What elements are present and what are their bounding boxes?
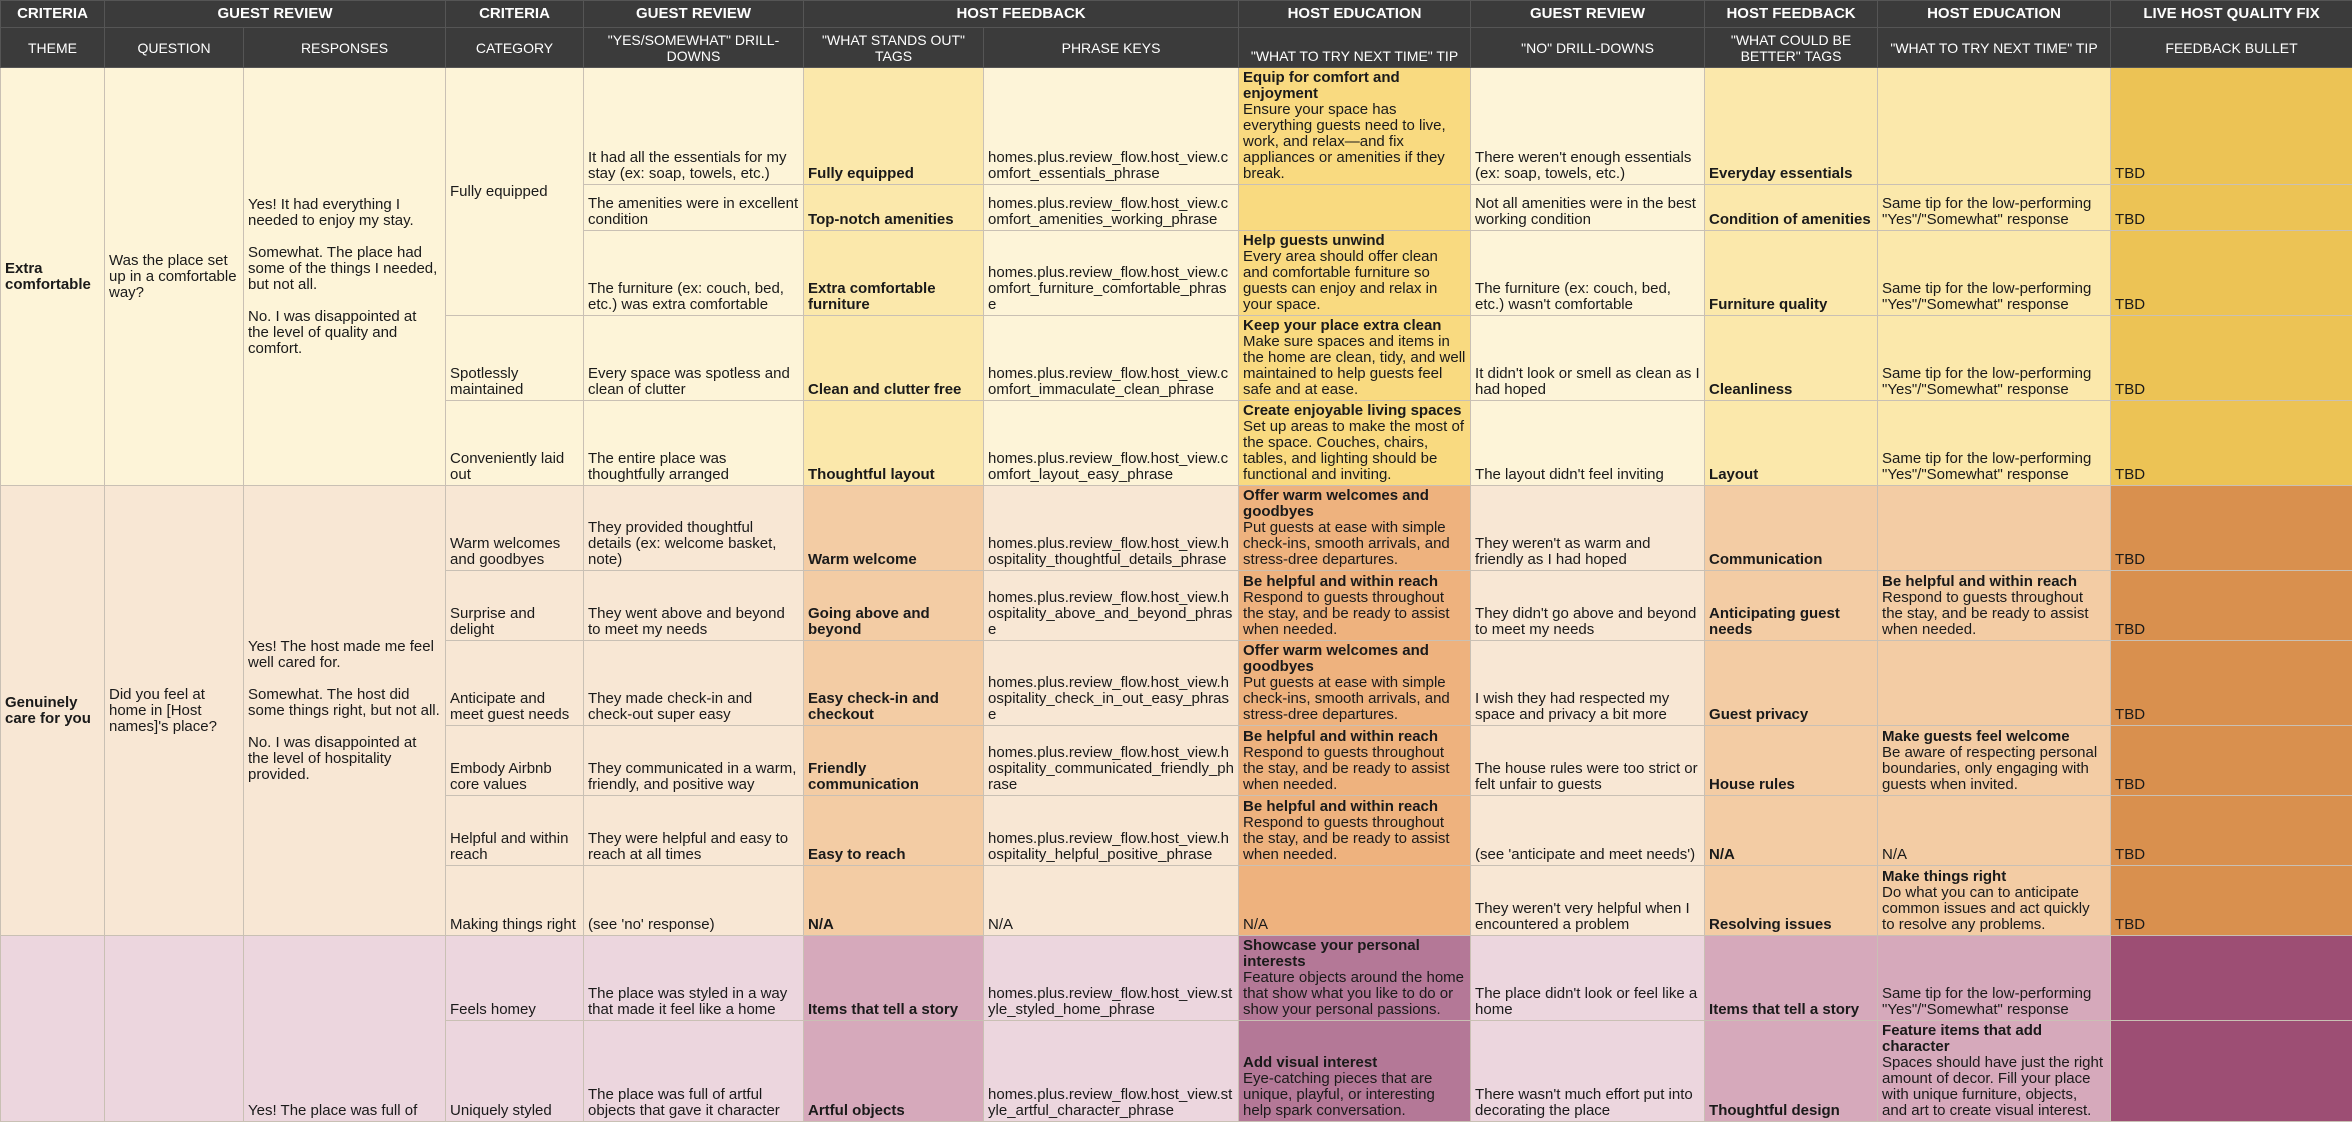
no-drilldown-cell[interactable]: I wish they had respected my space and privacy a bit more bbox=[1471, 641, 1705, 726]
tip-body: Put guests at ease with simple check-ins, smooth arrivals, and stress-dree departures. bbox=[1243, 674, 1450, 723]
yes-drilldown-cell[interactable]: The amenities were in excellent condition bbox=[584, 185, 804, 231]
stands-out-tag-cell[interactable]: Fully equipped bbox=[804, 68, 984, 185]
tip2-cell[interactable] bbox=[1878, 796, 2111, 866]
tip2-cell[interactable] bbox=[1878, 726, 2111, 796]
tip-body: Do what you can to anticipate common issues and act quickly to resolve any problems. bbox=[1882, 884, 2090, 933]
category-cell[interactable]: Making things right bbox=[446, 866, 584, 936]
header-criteria[interactable]: CRITERIA bbox=[1, 1, 105, 28]
tip-title: Be helpful and within reach bbox=[1243, 798, 1438, 815]
category-cell[interactable]: Surprise and delight bbox=[446, 571, 584, 641]
stands-out-tag-cell[interactable]: Thoughtful layout bbox=[804, 401, 984, 486]
could-be-better-tag-cell[interactable]: Anticipating guest needs bbox=[1705, 571, 1878, 641]
table-row bbox=[1, 936, 2352, 1021]
col-category[interactable]: CATEGORY bbox=[446, 28, 584, 68]
tip-body: Feature objects around the home that show what you like to do or show your personal passions. bbox=[1243, 969, 1464, 1018]
tip-title: Be helpful and within reach bbox=[1882, 573, 2077, 590]
tip-body: Set up areas to make the most of the space. Couches, chairs, tables, and lighting should be functional and inviting. bbox=[1243, 418, 1464, 483]
header-host-education-2[interactable]: HOST EDUCATION bbox=[1878, 1, 2111, 28]
tip2-cell[interactable] bbox=[1878, 401, 2111, 486]
no-drilldown-cell[interactable]: There weren't enough essentials (ex: soap, towels, etc.) bbox=[1471, 68, 1705, 185]
yes-drilldown-cell[interactable]: They communicated in a warm, friendly, and positive way bbox=[584, 726, 804, 796]
stands-out-tag-cell[interactable]: Going above and beyond bbox=[804, 571, 984, 641]
feedback-bullet-cell[interactable]: TBD bbox=[2111, 68, 2352, 185]
tip-cell[interactable] bbox=[1239, 401, 1471, 486]
yes-drilldown-cell[interactable]: Every space was spotless and clean of clutter bbox=[584, 316, 804, 401]
tip2-cell[interactable] bbox=[1878, 936, 2111, 1021]
tip-cell[interactable] bbox=[1239, 796, 1471, 866]
feedback-bullet-cell[interactable]: TBD bbox=[2111, 401, 2352, 486]
stands-out-tag-cell[interactable]: N/A bbox=[804, 866, 984, 936]
feedback-bullet-cell[interactable]: TBD bbox=[2111, 316, 2352, 401]
tip-body: Put guests at ease with simple check-ins, smooth arrivals, and stress-dree departures. bbox=[1243, 519, 1450, 568]
phrase-key-cell[interactable]: homes.plus.review_flow.host_view.hospitality_helpful_positive_phrase bbox=[984, 796, 1239, 866]
tip-cell[interactable] bbox=[1239, 1021, 1471, 1122]
tip-body: Make sure spaces and items in the home are clean, tidy, and well maintained to help guests feel safe and at ease. bbox=[1243, 333, 1465, 398]
yes-drilldown-cell[interactable]: The place was styled in a way that made it feel like a home bbox=[584, 936, 804, 1021]
phrase-key-cell[interactable]: homes.plus.review_flow.host_view.comfort_immaculate_clean_phrase bbox=[984, 316, 1239, 401]
category-cell[interactable]: Anticipate and meet guest needs bbox=[446, 641, 584, 726]
tip-cell[interactable] bbox=[1239, 316, 1471, 401]
phrase-key-cell[interactable]: homes.plus.review_flow.host_view.comfort_furniture_comfortable_phrase bbox=[984, 231, 1239, 316]
tip-body: Respond to guests throughout the stay, and be ready to assist when needed. bbox=[1882, 589, 2089, 638]
tip-body: Be aware of respecting personal boundaries, only engaging with guests when invited. bbox=[1882, 744, 2097, 793]
could-be-better-tag-cell[interactable]: Items that tell a story bbox=[1705, 936, 1878, 1021]
could-be-better-tag-cell[interactable]: Furniture quality bbox=[1705, 231, 1878, 316]
header-host-education[interactable]: HOST EDUCATION bbox=[1239, 1, 1471, 28]
tip-cell[interactable] bbox=[1239, 231, 1471, 316]
stands-out-tag-cell[interactable]: Artful objects bbox=[804, 1021, 984, 1122]
phrase-key-cell[interactable]: homes.plus.review_flow.host_view.comfort_essentials_phrase bbox=[984, 68, 1239, 185]
stands-out-tag-cell[interactable]: Items that tell a story bbox=[804, 936, 984, 1021]
phrase-key-cell[interactable]: homes.plus.review_flow.host_view.hospitality_thoughtful_details_phrase bbox=[984, 486, 1239, 571]
tip-body: Respond to guests throughout the stay, and be ready to assist when needed. bbox=[1243, 744, 1450, 793]
tip-title: Be helpful and within reach bbox=[1243, 728, 1438, 745]
tip-title: Offer warm welcomes and goodbyes bbox=[1243, 642, 1429, 675]
table-row bbox=[1, 68, 2352, 185]
feedback-bullet-cell[interactable]: TBD bbox=[2111, 796, 2352, 866]
tip-body: Same tip for the low-performing "Yes"/"Somewhat" response bbox=[1882, 450, 2091, 483]
col-question[interactable]: QUESTION bbox=[105, 28, 244, 68]
header-host-feedback[interactable]: HOST FEEDBACK bbox=[804, 1, 1239, 28]
yes-drilldown-cell[interactable]: They were helpful and easy to reach at all times bbox=[584, 796, 804, 866]
yes-drilldown-cell[interactable]: They provided thoughtful details (ex: welcome basket, note) bbox=[584, 486, 804, 571]
col-no-drilldowns[interactable]: "NO" DRILL-DOWNS bbox=[1471, 28, 1705, 68]
tip-title: Add visual interest bbox=[1243, 1054, 1377, 1071]
tip-title: Make guests feel welcome bbox=[1882, 728, 2070, 745]
tip2-cell[interactable] bbox=[1878, 866, 2111, 936]
tip-body: Same tip for the low-performing "Yes"/"Somewhat" response bbox=[1882, 365, 2091, 398]
tip2-cell[interactable] bbox=[1878, 185, 2111, 231]
theme-cell[interactable] bbox=[1, 936, 105, 1122]
tip-body: Same tip for the low-performing "Yes"/"Somewhat" response bbox=[1882, 985, 2091, 1018]
phrase-key-cell[interactable]: homes.plus.review_flow.host_view.hospitality_communicated_friendly_phrase bbox=[984, 726, 1239, 796]
no-drilldown-cell[interactable]: It didn't look or smell as clean as I had hoped bbox=[1471, 316, 1705, 401]
responses-cell[interactable]: Yes! The host made me feel well cared for. Somewhat. The host did some things right, but not all. No. I was disappointed at the level of hospitality provided. bbox=[244, 486, 446, 936]
stands-out-tag-cell[interactable]: Friendly communication bbox=[804, 726, 984, 796]
tip-body: N/A bbox=[1882, 846, 1907, 863]
could-be-better-tag-cell[interactable]: Layout bbox=[1705, 401, 1878, 486]
tip-cell[interactable] bbox=[1239, 185, 1471, 231]
tip-title: Showcase your personal interests bbox=[1243, 937, 1420, 970]
header-guest-review[interactable]: GUEST REVIEW bbox=[105, 1, 446, 28]
tip-title: Offer warm welcomes and goodbyes bbox=[1243, 487, 1429, 520]
no-drilldown-cell[interactable]: They weren't very helpful when I encountered a problem bbox=[1471, 866, 1705, 936]
feedback-bullet-cell[interactable] bbox=[2111, 1021, 2352, 1122]
header-criteria-2[interactable]: CRITERIA bbox=[446, 1, 584, 28]
category-cell[interactable]: Embody Airbnb core values bbox=[446, 726, 584, 796]
no-drilldown-cell[interactable]: The layout didn't feel inviting bbox=[1471, 401, 1705, 486]
tip2-cell[interactable] bbox=[1878, 641, 2111, 726]
yes-drilldown-cell[interactable]: The entire place was thoughtfully arranged bbox=[584, 401, 804, 486]
table-body bbox=[1, 68, 2352, 1122]
phrase-key-cell[interactable]: homes.plus.review_flow.host_view.style_artful_character_phrase bbox=[984, 1021, 1239, 1122]
could-be-better-tag-cell[interactable]: Thoughtful design bbox=[1705, 1021, 1878, 1122]
tip-body: Eye-catching pieces that are unique, playful, or interesting help spark conversation. bbox=[1243, 1070, 1435, 1119]
stands-out-tag-cell[interactable]: Warm welcome bbox=[804, 486, 984, 571]
feedback-bullet-cell[interactable]: TBD bbox=[2111, 571, 2352, 641]
category-cell[interactable]: Uniquely styled bbox=[446, 1021, 584, 1122]
phrase-key-cell[interactable]: homes.plus.review_flow.host_view.comfort_layout_easy_phrase bbox=[984, 401, 1239, 486]
yes-drilldown-cell[interactable]: The place was full of artful objects that gave it character bbox=[584, 1021, 804, 1122]
stands-out-tag-cell[interactable]: Top-notch amenities bbox=[804, 185, 984, 231]
tip-cell[interactable] bbox=[1239, 486, 1471, 571]
question-cell[interactable]: Was the place set up in a comfortable way? bbox=[105, 68, 244, 486]
feedback-bullet-cell[interactable] bbox=[2111, 936, 2352, 1021]
header-guest-review-2[interactable]: GUEST REVIEW bbox=[584, 1, 804, 28]
category-cell[interactable]: Conveniently laid out bbox=[446, 401, 584, 486]
table-row bbox=[1, 486, 2352, 571]
tip2-cell[interactable] bbox=[1878, 571, 2111, 641]
tip-cell[interactable] bbox=[1239, 571, 1471, 641]
stands-out-tag-cell[interactable]: Easy check-in and checkout bbox=[804, 641, 984, 726]
theme-cell[interactable]: Genuinely care for you bbox=[1, 486, 105, 936]
header-row-columns bbox=[1, 28, 2352, 68]
tip-cell[interactable] bbox=[1239, 866, 1471, 936]
could-be-better-tag-cell[interactable]: Communication bbox=[1705, 486, 1878, 571]
phrase-key-cell[interactable]: homes.plus.review_flow.host_view.hospitality_check_in_out_easy_phrase bbox=[984, 641, 1239, 726]
tip-body: N/A bbox=[1243, 916, 1268, 933]
tip-cell[interactable] bbox=[1239, 68, 1471, 185]
col-theme[interactable]: THEME bbox=[1, 28, 105, 68]
tip2-cell[interactable] bbox=[1878, 231, 2111, 316]
tip-body: Same tip for the low-performing "Yes"/"Somewhat" response bbox=[1882, 280, 2091, 313]
could-be-better-tag-cell[interactable]: Resolving issues bbox=[1705, 866, 1878, 936]
could-be-better-tag-cell[interactable]: Cleanliness bbox=[1705, 316, 1878, 401]
col-phrase-keys[interactable]: PHRASE KEYS bbox=[984, 28, 1239, 68]
tip2-cell[interactable] bbox=[1878, 68, 2111, 185]
no-drilldown-cell[interactable]: The place didn't look or feel like a home bbox=[1471, 936, 1705, 1021]
could-be-better-tag-cell[interactable]: Guest privacy bbox=[1705, 641, 1878, 726]
question-cell[interactable] bbox=[105, 936, 244, 1122]
col-feedback-bullet[interactable]: FEEDBACK BULLET bbox=[2111, 28, 2352, 68]
col-responses[interactable]: RESPONSES bbox=[244, 28, 446, 68]
yes-drilldown-cell[interactable]: They made check-in and check-out super easy bbox=[584, 641, 804, 726]
no-drilldown-cell[interactable]: The house rules were too strict or felt unfair to guests bbox=[1471, 726, 1705, 796]
category-cell[interactable]: Feels homey bbox=[446, 936, 584, 1021]
responses-cell[interactable]: Yes! It had everything I needed to enjoy my stay. Somewhat. The place had some of the things I needed, but not all. No. I was disappointed at the level of quality and comfort. bbox=[244, 68, 446, 486]
yes-drilldown-cell[interactable]: The furniture (ex: couch, bed, etc.) was extra comfortable bbox=[584, 231, 804, 316]
tip-title: Equip for comfort and enjoyment bbox=[1243, 69, 1400, 102]
tip-title: Keep your place extra clean bbox=[1243, 317, 1441, 334]
stands-out-tag-cell[interactable]: Easy to reach bbox=[804, 796, 984, 866]
feedback-bullet-cell[interactable]: TBD bbox=[2111, 185, 2352, 231]
no-drilldown-cell[interactable]: They weren't as warm and friendly as I had hoped bbox=[1471, 486, 1705, 571]
phrase-key-cell[interactable]: homes.plus.review_flow.host_view.comfort_amenities_working_phrase bbox=[984, 185, 1239, 231]
col-stands-out-tags[interactable]: "WHAT STANDS OUT" TAGS bbox=[804, 28, 984, 68]
tip-cell[interactable] bbox=[1239, 726, 1471, 796]
header-host-feedback-2[interactable]: HOST FEEDBACK bbox=[1705, 1, 1878, 28]
tip-title: Feature items that add character bbox=[1882, 1022, 2042, 1055]
tip-body: Ensure your space has everything guests need to live, work, and relax—and fix appliances or amenities if they break. bbox=[1243, 101, 1446, 182]
no-drilldown-cell[interactable]: The furniture (ex: couch, bed, etc.) wasn't comfortable bbox=[1471, 231, 1705, 316]
theme-cell[interactable]: Extra comfortable bbox=[1, 68, 105, 486]
no-drilldown-cell[interactable]: (see 'anticipate and meet needs') bbox=[1471, 796, 1705, 866]
phrase-key-cell[interactable]: homes.plus.review_flow.host_view.hospitality_above_and_beyond_phrase bbox=[984, 571, 1239, 641]
col-tip[interactable]: "WHAT TO TRY NEXT TIME" TIP bbox=[1239, 28, 1471, 68]
feedback-bullet-cell[interactable]: TBD bbox=[2111, 641, 2352, 726]
no-drilldown-cell[interactable]: There wasn't much effort put into decorating the place bbox=[1471, 1021, 1705, 1122]
category-cell[interactable]: Warm welcomes and goodbyes bbox=[446, 486, 584, 571]
no-drilldown-cell[interactable]: Not all amenities were in the best working condition bbox=[1471, 185, 1705, 231]
header-live-host-quality-fix[interactable]: LIVE HOST QUALITY FIX bbox=[2111, 1, 2352, 28]
yes-drilldown-cell[interactable]: They went above and beyond to meet my needs bbox=[584, 571, 804, 641]
tip-cell[interactable] bbox=[1239, 641, 1471, 726]
col-could-be-better-tags[interactable]: "WHAT COULD BE BETTER" TAGS bbox=[1705, 28, 1878, 68]
tip-body: Same tip for the low-performing "Yes"/"Somewhat" response bbox=[1882, 195, 2091, 228]
responses-cell[interactable]: Yes! The place was full of bbox=[244, 936, 446, 1122]
header-row-groups bbox=[1, 1, 2352, 28]
col-yes-drilldowns[interactable]: "YES/SOMEWHAT" DRILL-DOWNS bbox=[584, 28, 804, 68]
tip-body: Spaces should have just the right amount of decor. Fill your place with unique furniture, objects, and art to create visual interest. bbox=[1882, 1054, 2103, 1119]
phrase-key-cell[interactable]: homes.plus.review_flow.host_view.style_styled_home_phrase bbox=[984, 936, 1239, 1021]
yes-drilldown-cell[interactable]: It had all the essentials for my stay (ex: soap, towels, etc.) bbox=[584, 68, 804, 185]
category-cell[interactable]: Spotlessly maintained bbox=[446, 316, 584, 401]
feedback-bullet-cell[interactable]: TBD bbox=[2111, 726, 2352, 796]
feedback-bullet-cell[interactable]: TBD bbox=[2111, 866, 2352, 936]
no-drilldown-cell[interactable]: They didn't go above and beyond to meet my needs bbox=[1471, 571, 1705, 641]
tip2-cell[interactable] bbox=[1878, 1021, 2111, 1122]
tip-body: Respond to guests throughout the stay, and be ready to assist when needed. bbox=[1243, 814, 1450, 863]
tip-title: Be helpful and within reach bbox=[1243, 573, 1438, 590]
col-tip-2[interactable]: "WHAT TO TRY NEXT TIME" TIP bbox=[1878, 28, 2111, 68]
tip2-cell[interactable] bbox=[1878, 486, 2111, 571]
header-guest-review-3[interactable]: GUEST REVIEW bbox=[1471, 1, 1705, 28]
phrase-key-cell[interactable]: N/A bbox=[984, 866, 1239, 936]
stands-out-tag-cell[interactable]: Extra comfortable furniture bbox=[804, 231, 984, 316]
could-be-better-tag-cell[interactable]: N/A bbox=[1705, 796, 1878, 866]
category-cell[interactable]: Fully equipped bbox=[446, 68, 584, 316]
feedback-bullet-cell[interactable]: TBD bbox=[2111, 486, 2352, 571]
tip-title: Create enjoyable living spaces bbox=[1243, 402, 1461, 419]
could-be-better-tag-cell[interactable]: Condition of amenities bbox=[1705, 185, 1878, 231]
tip-body: Respond to guests throughout the stay, and be ready to assist when needed. bbox=[1243, 589, 1450, 638]
could-be-better-tag-cell[interactable]: Everyday essentials bbox=[1705, 68, 1878, 185]
tip-title: Help guests unwind bbox=[1243, 232, 1385, 249]
stands-out-tag-cell[interactable]: Clean and clutter free bbox=[804, 316, 984, 401]
tip-cell[interactable] bbox=[1239, 936, 1471, 1021]
could-be-better-tag-cell[interactable]: House rules bbox=[1705, 726, 1878, 796]
feedback-bullet-cell[interactable]: TBD bbox=[2111, 231, 2352, 316]
question-cell[interactable]: Did you feel at home in [Host names]'s place? bbox=[105, 486, 244, 936]
tip2-cell[interactable] bbox=[1878, 316, 2111, 401]
tip-title: Make things right bbox=[1882, 868, 2006, 885]
yes-drilldown-cell[interactable]: (see 'no' response) bbox=[584, 866, 804, 936]
tip-body: Every area should offer clean and comfortable furniture so guests can enjoy and relax in your space. bbox=[1243, 248, 1438, 313]
category-cell[interactable]: Helpful and within reach bbox=[446, 796, 584, 866]
